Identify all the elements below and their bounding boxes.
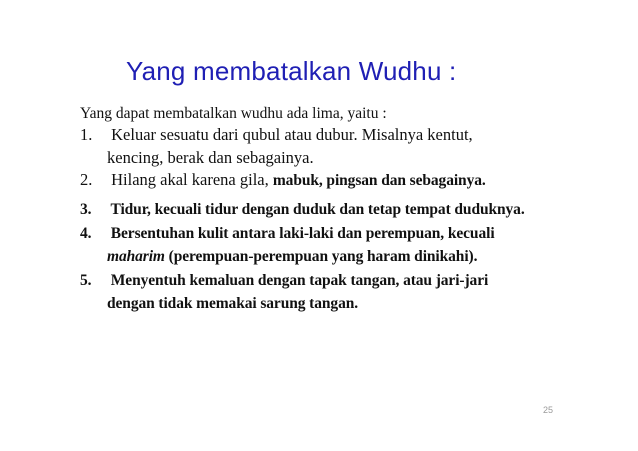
list-item-text-line1: Bersentuhan kulit antara laki-laki dan perempuan, kecuali <box>110 225 495 242</box>
list-item-2 <box>80 170 486 190</box>
page-number: 25 <box>543 405 554 415</box>
list-item-text-end: mabuk, pingsan dan sebagainya. <box>272 172 486 189</box>
slide-title: Yang membatalkan Wudhu : <box>126 56 457 86</box>
list-item-1 <box>80 125 473 145</box>
list-item-4 <box>80 225 495 243</box>
list-item-text-line1: Menyentuh kemaluan dengan tapak tangan, atau jari-jari <box>110 272 489 289</box>
list-item-5 <box>80 272 488 290</box>
list-number: 5. <box>80 272 92 289</box>
list-item-text-start: Hilang akal karena gila, <box>111 170 273 189</box>
list-item-text-line1: Tidur, kecuali tidur dengan duduk dan tetap tempat duduknya. <box>110 201 525 218</box>
intro-text: Yang dapat membatalkan wudhu ada lima, yaitu : <box>80 105 387 122</box>
scanned-text-block <box>80 103 560 325</box>
list-number: 3. <box>80 201 92 218</box>
list-item-4-continuation <box>107 248 477 266</box>
list-item-text-rest: (perempuan-perempuan yang haram dinikahi). <box>164 248 478 265</box>
list-item-5-continuation: dengan tidak memakai sarung tangan. <box>107 295 359 312</box>
list-number: 1. <box>80 125 93 144</box>
list-item-1-continuation: kencing, berak dan sebagainya. <box>107 148 314 167</box>
list-number: 4. <box>80 225 92 242</box>
list-number: 2. <box>80 170 93 189</box>
list-item-text-line1: Keluar sesuatu dari qubul atau dubur. Misalnya kentut, <box>111 125 473 144</box>
italic-term: maharim <box>107 248 165 265</box>
list-item-3 <box>80 201 525 219</box>
